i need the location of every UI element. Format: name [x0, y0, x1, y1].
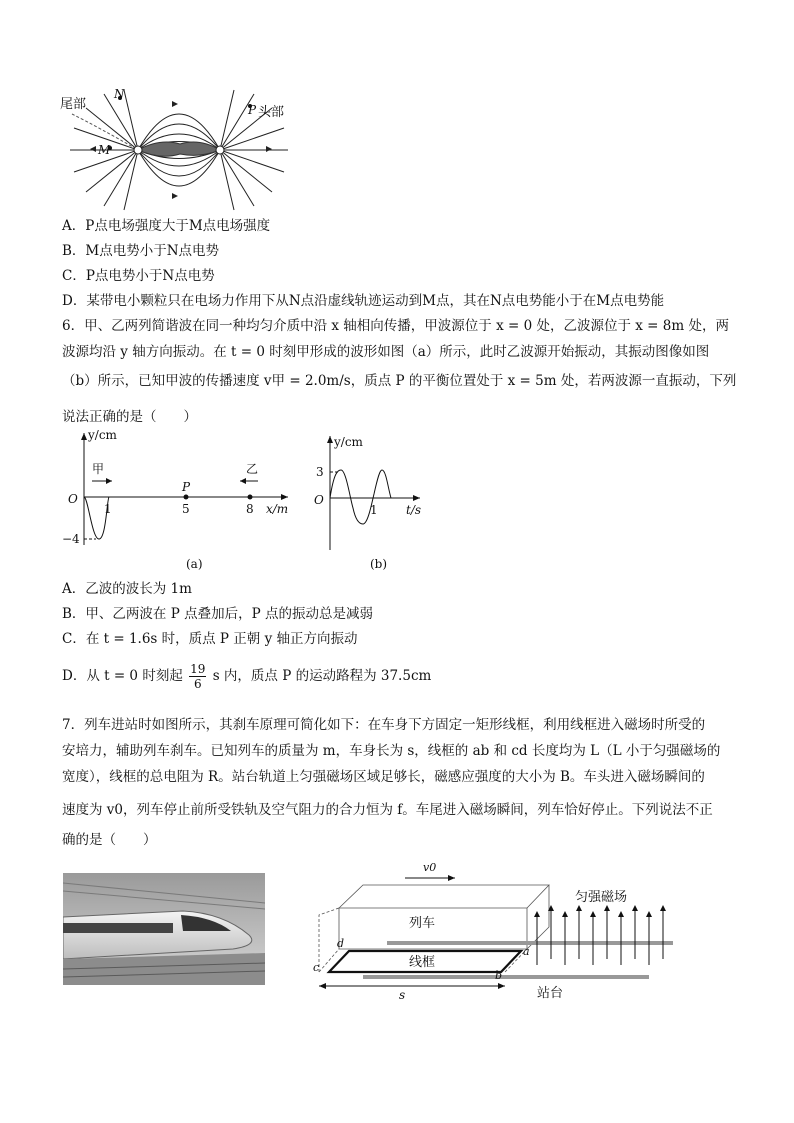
q6-stem-line2: 波源均沿 y 轴方向振动。在 t = 0 时刻甲形成的波形如图（a）所示，此时乙波源开始振动，其振动图像如图	[62, 344, 710, 360]
q6-option-c: C．在 t = 1.6s 时，质点 P 正朝 y 轴正方向振动	[62, 631, 358, 647]
velocity-label: v0	[423, 861, 437, 874]
head-label: 头部	[258, 105, 285, 120]
train-photo	[63, 873, 265, 985]
fig-a-xlabel: x/m	[266, 502, 289, 516]
fig-a-wave-a-label: 甲	[92, 462, 105, 476]
q6-option-d	[62, 662, 431, 691]
q6-option-d-numerator: 19	[190, 662, 206, 676]
fig-b-caption: (b)	[370, 557, 388, 571]
point-p-label: P	[248, 103, 257, 117]
train-label: 列车	[409, 916, 436, 931]
corner-a-label: a	[523, 945, 530, 958]
q5-option-a: A．P点电场强度大于M点电场强度	[62, 218, 271, 234]
coil-label: 线框	[409, 955, 436, 970]
wave-figure-a	[62, 425, 302, 575]
fig-b-ylabel: y/cm	[334, 435, 363, 449]
q5-option-c: C．P点电势小于N点电势	[62, 268, 215, 284]
fig-a-caption: (a)	[186, 557, 203, 571]
fig-a-ylabel: y/cm	[88, 428, 117, 442]
q6-option-b: B．甲、乙两波在 P 点叠加后，P 点的振动总是减弱	[62, 606, 373, 622]
wave-figure-b	[308, 432, 438, 577]
platform-label: 站台	[537, 986, 564, 1001]
q6-stem-line3: （b）所示，已知甲波的传播速度 v甲 = 2.0m/s，质点 P 的平衡位置处于 x = 5m 处，若两波源一直振动，下列	[62, 373, 737, 389]
q6-stem-line1: 6．甲、乙两列简谐波在同一种均匀介质中沿 x 轴相向传播，甲波源位于 x = 0 处，乙波源位于 x = 8m 处，两	[62, 318, 729, 334]
q6-stem-line4: 说法正确的是（ ）	[62, 409, 197, 425]
q7-stem-line4: 速度为 v0，列车停止前所受铁轨及空气阻力的合力恒为 f。车尾进入磁场瞬间，列车恰好停止。下列说法不正	[62, 802, 713, 818]
corner-b-label: b	[495, 969, 503, 982]
fig-a-tick-1: 1	[104, 502, 112, 516]
q6-option-a: A．乙波的波长为 1m	[62, 581, 192, 597]
q6-option-d-fraction	[189, 662, 206, 691]
q6-option-d-denominator: 6	[193, 677, 202, 691]
field-lines-figure	[60, 88, 310, 213]
fig-a-tick-8: 8	[246, 502, 254, 516]
q7-stem-line2: 安培力，辅助列车刹车。已知列车的质量为 m，车身长为 s，线框的 ab 和 cd 长度均为 L（L 小于匀强磁场的	[62, 743, 721, 759]
q6-option-d-prefix: D．从 t = 0 时刻起	[62, 668, 183, 684]
fig-b-xlabel: t/s	[406, 503, 422, 517]
point-m-label: M	[98, 143, 111, 157]
fig-a-wave-b-label: 乙	[246, 462, 259, 476]
fig-a-tick-5: 5	[182, 502, 190, 516]
q6-option-d-suffix: s 内，质点 P 的运动路程为 37.5cm	[212, 668, 432, 684]
q5-option-b: B．M点电势小于N点电势	[62, 243, 220, 259]
fig-a-origin: O	[68, 492, 78, 506]
point-n-label: N	[114, 88, 125, 101]
corner-c-label: c	[313, 961, 320, 974]
length-label: s	[399, 988, 406, 1002]
fig-a-tick-neg4: −4	[62, 532, 80, 546]
maglev-diagram	[305, 855, 680, 1005]
fig-a-point-p: P	[182, 480, 191, 494]
fig-b-tick-1: 1	[370, 503, 378, 517]
fig-b-tick-3: 3	[316, 465, 324, 479]
corner-d-label: d	[337, 937, 345, 950]
q7-stem-line5: 确的是（ ）	[62, 832, 157, 848]
tail-label: 尾部	[60, 97, 87, 112]
q7-stem-line3: 宽度），线框的总电阻为 R。站台轨道上匀强磁场区域足够长，磁感应强度的大小为 B。车头进入磁场瞬间的	[62, 769, 705, 785]
field-label: 匀强磁场	[575, 890, 628, 905]
fig-b-origin: O	[314, 493, 324, 507]
q7-stem-line1: 7．列车进站时如图所示，其刹车原理可简化如下：在车身下方固定一矩形线框，利用线框进入磁场时所受的	[62, 717, 706, 733]
q5-option-d: D．某带电小颗粒只在电场力作用下从N点沿虚线轨迹运动到M点，其在N点电势能小于在M点电势能	[62, 293, 665, 309]
